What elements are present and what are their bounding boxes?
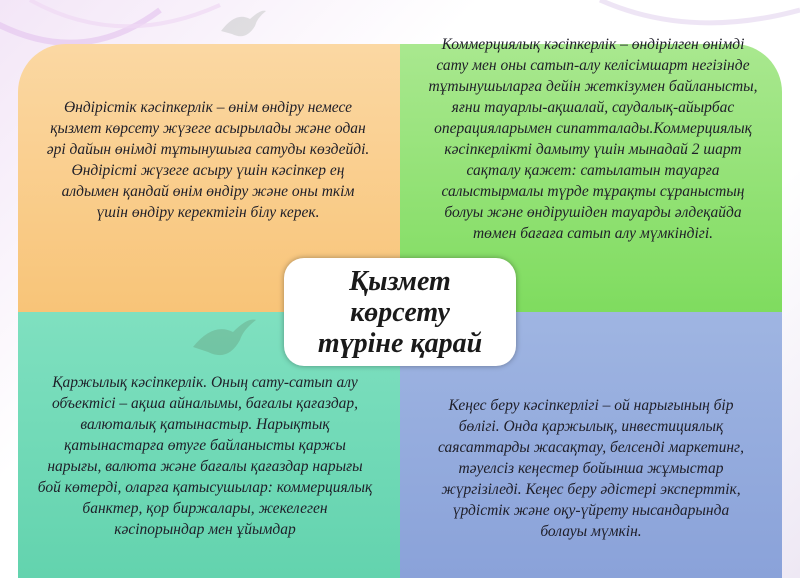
commercial-entrepreneurship-text: Коммерциялық кәсіпкерлік – өндірілген өнімді сату мен оны сатып-алу келісімшарт негізінде тұтынушыларға дейін жеткізумен байланысты, яғни тауарлы-ақшалай, саудалық-айырбас операцияларымен сипатталады.Коммерциялық кәсіпкерлікті дамыту үшін мынадай 2 шарт сақталу қажет: сатылатын тауарға салыстырмалы түрде тұрақты сұраныстың болуы және өндірушіден тауарды әлдеқайда төмен бағаға сатып алу мүмкіндігі.	[428, 36, 758, 242]
center-title-line-2: көрсету	[350, 296, 450, 328]
hummingbird-watermark-icon	[218, 6, 268, 46]
center-title-line-3: түріне қарай	[317, 327, 483, 359]
financial-entrepreneurship-text: Қаржылық кәсіпкерлік. Оның сату-сатып алу объектісі – ақша айналымы, бағалы қағаздар, валюталық қатынастыр. Нарықтық қатынастарға өтуге байланысты қаржы нарығы, валюта және бағалы қағаздар нарығы бой көтерді, оларға қатысушылар: коммерциялық банктер, қор биржалары, жекелеген кәсіпорындар мен ұйымдар	[37, 374, 373, 538]
consulting-entrepreneurship-text: Кеңес беру кәсіпкерлігі – ой нарығының бір бөлігі. Онда қаржылық, инвестициялық саясаттарды жасақтау, белсенді маркетинг, тәуелсіз кеңестер бойынша жұмыстар жүргізіледі. Кеңес беру әдістері эксперттік, үрдістік және оқу-үйрету нысандарында болауы мүмкін.	[438, 396, 744, 540]
center-title-box	[284, 258, 516, 366]
industrial-entrepreneurship-text: Өндірістік кәсіпкерлік – өнім өндіру немесе қызмет көрсету жүзеге асырылады және одан әрі дайын өнімді тұтынушыға сатуды көздейді. Өндірісті жүзеге асыру үшін кәсіпкер ең алдымен қандай өнім өндіру және оны ткім үшін өндіру керектігін білу керек.	[46, 99, 370, 221]
center-title-line-1: Қызмет	[349, 265, 451, 297]
